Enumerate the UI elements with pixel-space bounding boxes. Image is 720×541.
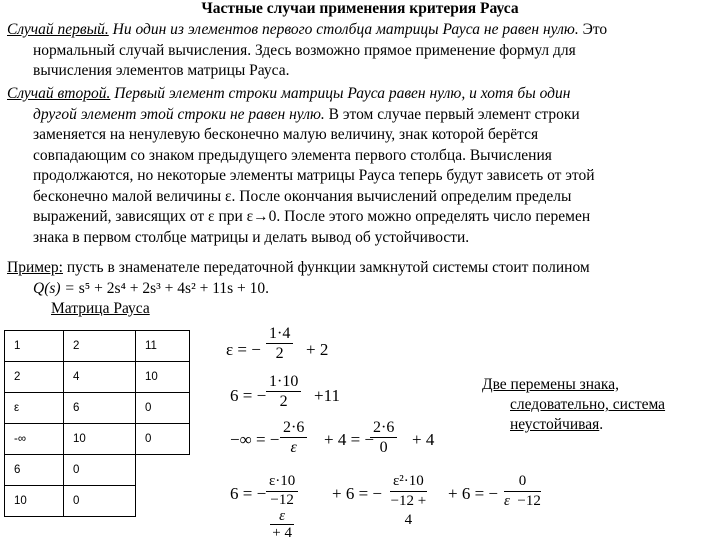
- conclusion-note: Две перемены знака, следовательно, система неустойчивая.: [482, 375, 712, 435]
- example-label: Пример:: [7, 259, 63, 276]
- page-title: Частные случаи применения критерия Рауса: [201, 0, 519, 17]
- case2-paragraph: [7, 84, 713, 248]
- case1-line2: нормальный случай вычисления. Здесь возможно прямое применение формул для: [33, 41, 576, 59]
- table-row: [5, 486, 190, 517]
- table-cell: 0: [64, 486, 136, 517]
- table-cell: 6: [64, 393, 136, 424]
- formula1-rhs: + 2: [306, 340, 329, 359]
- table-cell: 10: [136, 362, 190, 393]
- formula4-fraction3: $\frac{0}{\varepsilon -12}$: [504, 473, 541, 509]
- formula2-rhs: +11: [314, 386, 340, 405]
- case2-italic-text: Первый элемент строки матрицы Рауса равен нулю, и хотя бы один: [110, 85, 571, 102]
- table-row: [5, 331, 190, 362]
- formula3-fraction2: $\frac{2\cdot 6}{0}$: [370, 418, 397, 457]
- table-cell: 4: [64, 362, 136, 393]
- formula1-fraction: $\frac{1\cdot 4}{2}$: [266, 324, 293, 363]
- formula3-lhs: −∞ = −: [230, 430, 280, 449]
- formula4-mid1: + 6 = −: [332, 484, 383, 503]
- table-cell: [136, 455, 190, 486]
- formula4-mid2: + 6 = −: [448, 484, 499, 503]
- table-cell: 11: [136, 331, 190, 362]
- formula3-mid: + 4 = −: [324, 430, 375, 449]
- case2-line2-text: В этом случае первый элемент строки: [324, 105, 580, 123]
- table-cell: 10: [64, 424, 136, 455]
- table-cell: [136, 486, 190, 517]
- poly-rhs: s⁵ + 2s⁴ + 2s³ + 4s² + 11s + 10.: [78, 279, 270, 297]
- formula2-fraction: $\frac{1\cdot 10}{2}$: [266, 372, 301, 411]
- example-paragraph: [7, 258, 713, 320]
- table-cell: 2: [5, 362, 64, 393]
- table-row: [5, 455, 190, 486]
- table-cell: 0: [136, 424, 190, 455]
- table-row: [5, 362, 190, 393]
- table-cell: 0: [64, 455, 136, 486]
- case1-label: Случай первый.: [7, 21, 109, 38]
- case2-line5: продолжаются, но некоторые элементы матрицы Рауса теперь будут зависеть от этой: [33, 167, 595, 184]
- case1-paragraph: [7, 20, 713, 82]
- case2-line4: совпадающим со знаком предыдущего элемента первого столбца. Вычисления: [33, 146, 552, 164]
- note-line2: следовательно, система: [510, 396, 666, 413]
- table-cell: 2: [64, 331, 136, 362]
- formula3-rhs: + 4: [412, 430, 435, 449]
- formula1-lhs: ε = −: [226, 340, 261, 359]
- case2-line8: знака в первом столбце матрицы и делать вывод об устойчивости.: [33, 228, 470, 246]
- formula4-fraction2: $\frac{\text{ε²·10}}{-12 + 4}$: [390, 473, 427, 528]
- case1-text: Это: [578, 21, 608, 38]
- case1-italic-text: Ни один из элементов первого столбца матрицы Рауса не равен нулю.: [108, 21, 579, 38]
- matrix-title: Матрица Рауса: [51, 300, 150, 317]
- formula4-lhs: 6 = −: [230, 484, 267, 503]
- case2-line2-italic: другой элемент этой строки не равен нулю.: [33, 105, 325, 123]
- case1-line3: вычисления элементов матрицы Рауса.: [33, 62, 290, 79]
- table-row: [5, 424, 190, 455]
- case2-line6: бесконечно малой величины ε. После окончания вычислений определим пределы: [33, 187, 572, 205]
- formula4-fraction1: ε·10 −12 ε + 4: [266, 472, 298, 541]
- table-cell: 0: [136, 393, 190, 424]
- table-cell: ε: [5, 393, 64, 424]
- poly-lhs: Q(s) =: [33, 279, 79, 297]
- formula3-fraction1: $\frac{2\cdot 6}{\varepsilon}$: [280, 418, 307, 457]
- note-line3: неустойчивая: [510, 416, 600, 433]
- case2-label: Случай второй.: [7, 85, 111, 102]
- table-cell: 10: [5, 486, 64, 517]
- formula2-lhs: 6 = −: [230, 386, 267, 405]
- table-row: [5, 393, 190, 424]
- case2-line3: заменяется на ненулевую бесконечно малую величину, знак которой берётся: [33, 126, 539, 143]
- routh-matrix-table: [4, 330, 190, 517]
- case2-line7: выражений, зависящих от ε при ε→0. После этого можно определять число перемен: [33, 208, 591, 225]
- example-text: пусть в знаменателе передаточной функции замкнутой системы стоит полином: [62, 259, 590, 276]
- table-cell: -∞: [5, 424, 64, 455]
- table-cell: 6: [5, 455, 64, 486]
- table-cell: 1: [5, 331, 64, 362]
- note-line1: Две перемены знака,: [482, 376, 619, 393]
